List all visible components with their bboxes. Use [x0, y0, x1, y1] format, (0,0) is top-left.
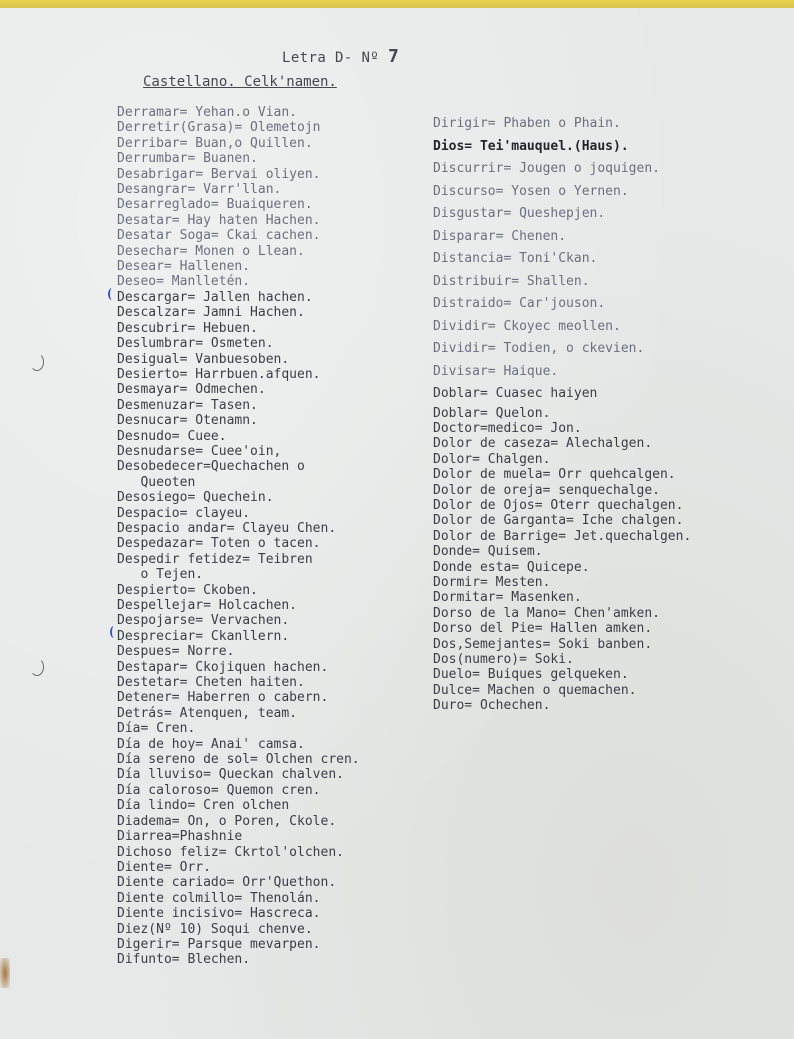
dictionary-entry: Deslumbrar= Osmeten. — [117, 336, 274, 352]
dictionary-entry: Diez(Nº 10) Soqui chenve. — [117, 921, 313, 937]
dictionary-entry: Discurso= Yosen o Yernen. — [433, 183, 629, 199]
dictionary-entry: Dichoso feliz= Ckrtol'olchen. — [117, 844, 344, 860]
punch-hole-mark — [30, 353, 44, 371]
dictionary-entry: Despojarse= Vervachen. — [117, 613, 290, 629]
dictionary-entry: Deseo= Manlletén. — [117, 274, 251, 290]
dictionary-entry: Dolor de oreja= senquechalge. — [433, 482, 660, 498]
dictionary-entry: Donde esta= Quicepe. — [433, 559, 590, 575]
dictionary-entry: Despedir fetidez= Teibren — [117, 551, 313, 567]
dictionary-entry: Dulce= Machen o quemachen. — [433, 682, 637, 698]
dictionary-entry: Dolor= Chalgen. — [433, 451, 551, 467]
dictionary-entry: Desobedecer=Quechachen o — [117, 459, 305, 475]
dictionary-entry: Diarrea=Phashnie — [117, 829, 243, 845]
dictionary-entry: Diente cariado= Orr'Quethon. — [117, 875, 337, 891]
page-number: 7 — [387, 46, 400, 67]
dictionary-entry: Derribar= Buan,o Quillen. — [117, 135, 313, 151]
dictionary-entry: Desnudo= Cuee. — [117, 428, 227, 444]
dictionary-entry: Despierto= Ckoben. — [117, 582, 258, 598]
page-header — [282, 46, 399, 67]
dictionary-entry: Doctor=medico= Jon. — [433, 420, 582, 436]
dictionary-entry: Desmenuzar= Tasen. — [117, 397, 258, 413]
dictionary-entry: Despellejar= Holcachen. — [117, 598, 298, 613]
dictionary-entry: Día caloroso= Quemon cren. — [117, 782, 321, 798]
dictionary-entry: Día= Cren. — [117, 721, 196, 737]
dictionary-entry: Desarreglado= Buaiqueren. — [117, 197, 313, 213]
dictionary-entry: Dolor de Barrige= Jet.quechalgen. — [433, 528, 692, 544]
dictionary-entry: Dolor de caseza= Alechalgen. — [433, 436, 653, 452]
blue-pen-mark — [108, 288, 116, 300]
dictionary-entry: Dolor de muela= Orr quehcalgen. — [433, 467, 676, 483]
dictionary-entry: Digerir= Parsque mevarpen. — [117, 936, 321, 952]
dictionary-entry: Diente colmillo= Thenolán. — [117, 890, 321, 906]
dictionary-entry: Descargar= Jallen hachen. — [117, 289, 313, 305]
dictionary-entry: Día sereno de sol= Olchen cren. — [117, 752, 360, 768]
dictionary-entry: Diadema= On, o Poren, Ckole. — [117, 813, 337, 829]
dictionary-entry: Distribuir= Shallen. — [433, 273, 590, 289]
dictionary-entry: Dirigir= Phaben o Phain. — [433, 116, 621, 131]
dictionary-entry: Descubrir= Hebuen. — [117, 320, 258, 336]
dictionary-entry: Desosiego= Quechein. — [117, 490, 274, 506]
dictionary-entry: Dividir= Ckoyec meollen. — [433, 318, 621, 334]
right-column — [433, 113, 691, 714]
dictionary-entry: Desabrigar= Bervai oliyen. — [117, 166, 321, 182]
dictionary-entry: Divisar= Haique. — [433, 363, 559, 379]
dictionary-entry: Dios= Tei'mauquel.(Haus). — [433, 138, 629, 154]
dictionary-entry: Dolor de Ojos= Oterr quechalgen. — [433, 497, 684, 513]
dictionary-entry: Duelo= Buiques gelqueken. — [433, 667, 629, 683]
dictionary-entry: Desierto= Harrbuen.afquen. — [117, 366, 321, 382]
column-heading: Castellano. Celk'namen. — [143, 74, 337, 90]
dictionary-entry: Difunto= Blechen. — [117, 952, 251, 968]
dictionary-entry: Desear= Hallenen. — [117, 259, 251, 275]
dictionary-entry: Distraido= Car'jouson. — [433, 296, 606, 311]
dictionary-entry: Desmayar= Odmechen. — [117, 382, 266, 398]
typewritten-page — [0, 8, 794, 1039]
dictionary-entry: Doblar= Quelon. — [433, 405, 551, 421]
dictionary-entry: Desatar Soga= Ckai cachen. — [117, 228, 321, 244]
dictionary-entry: Duro= Ochechen. — [433, 698, 551, 714]
dictionary-entry: Dolor de Garganta= Iche chalgen. — [433, 513, 684, 529]
dictionary-entry: Dormir= Mesten. — [433, 574, 551, 590]
dictionary-entry: Detrás= Atenquen, team. — [117, 705, 298, 721]
dictionary-entry: Dos(numero)= Soki. — [433, 652, 574, 667]
dictionary-entry: Desigual= Vanbuesoben. — [117, 351, 290, 367]
blue-pen-mark — [110, 626, 118, 638]
dictionary-entry: Descalzar= Jamni Hachen. — [117, 305, 305, 321]
paper-stain — [0, 958, 10, 988]
dictionary-entry: Dividir= Todien, o ckevien. — [433, 341, 645, 356]
dictionary-entry: Detener= Haberren o cabern. — [117, 690, 329, 706]
dictionary-entry: Destapar= Ckojiquen hachen. — [117, 659, 329, 675]
letter-label: Letra D- Nº — [282, 50, 380, 66]
left-column — [117, 105, 360, 968]
dictionary-entry: Diente incisivo= Hascreca. — [117, 906, 321, 922]
dictionary-entry: Desnudarse= Cuee'oin, — [117, 443, 282, 459]
dictionary-entry: Derramar= Yehan.o Vian. — [117, 105, 298, 120]
dictionary-entry: Día lluviso= Queckan chalven. — [117, 767, 344, 783]
dictionary-entry: Despues= Norre. — [117, 644, 235, 660]
punch-hole-mark — [30, 658, 44, 676]
dictionary-entry: Día de hoy= Anai' camsa. — [117, 736, 305, 752]
dictionary-entry: Doblar= Cuasec haiyen — [433, 386, 598, 401]
dictionary-entry: Despacio= clayeu. — [117, 505, 251, 521]
dictionary-entry: Desangrar= Varr'llan. — [117, 182, 282, 198]
dictionary-entry: Diente= Orr. — [117, 859, 211, 875]
dictionary-entry: Día lindo= Cren olchen — [117, 798, 290, 814]
dictionary-entry: Disgustar= Queshepjen. — [433, 206, 606, 221]
dictionary-entry: Dorso de la Mano= Chen'amken. — [433, 605, 660, 621]
dictionary-entry: Despedazar= Toten o tacen. — [117, 536, 321, 552]
dictionary-entry: Desnucar= Otenamn. — [117, 413, 258, 429]
dictionary-entry: Dormitar= Masenken. — [433, 590, 582, 606]
dictionary-entry: Donde= Quisem. — [433, 544, 543, 560]
dictionary-entry: o Tejen. — [117, 567, 204, 583]
dictionary-entry: Distancia= Toni'Ckan. — [433, 251, 598, 266]
dictionary-entry: Discurrir= Jougen o joquigen. — [433, 161, 660, 176]
dictionary-entry: Derretir(Grasa)= Olemetojn — [117, 120, 321, 136]
dictionary-entry: Dorso del Pie= Hallen amken. — [433, 621, 653, 637]
dictionary-entry: Desatar= Hay haten Hachen. — [117, 212, 321, 228]
dictionary-entry: Derrumbar= Buanen. — [117, 151, 258, 167]
dictionary-entry: Queoten — [117, 474, 196, 490]
dictionary-entry: Dos,Semejantes= Soki banben. — [433, 636, 653, 652]
dictionary-entry: Destetar= Cheten haiten. — [117, 675, 305, 691]
dictionary-entry: Despreciar= Ckanllern. — [117, 628, 290, 644]
dictionary-entry: Disparar= Chenen. — [433, 228, 567, 244]
dictionary-entry: Despacio andar= Clayeu Chen. — [117, 520, 337, 536]
dictionary-entry: Desechar= Monen o Llean. — [117, 243, 305, 259]
